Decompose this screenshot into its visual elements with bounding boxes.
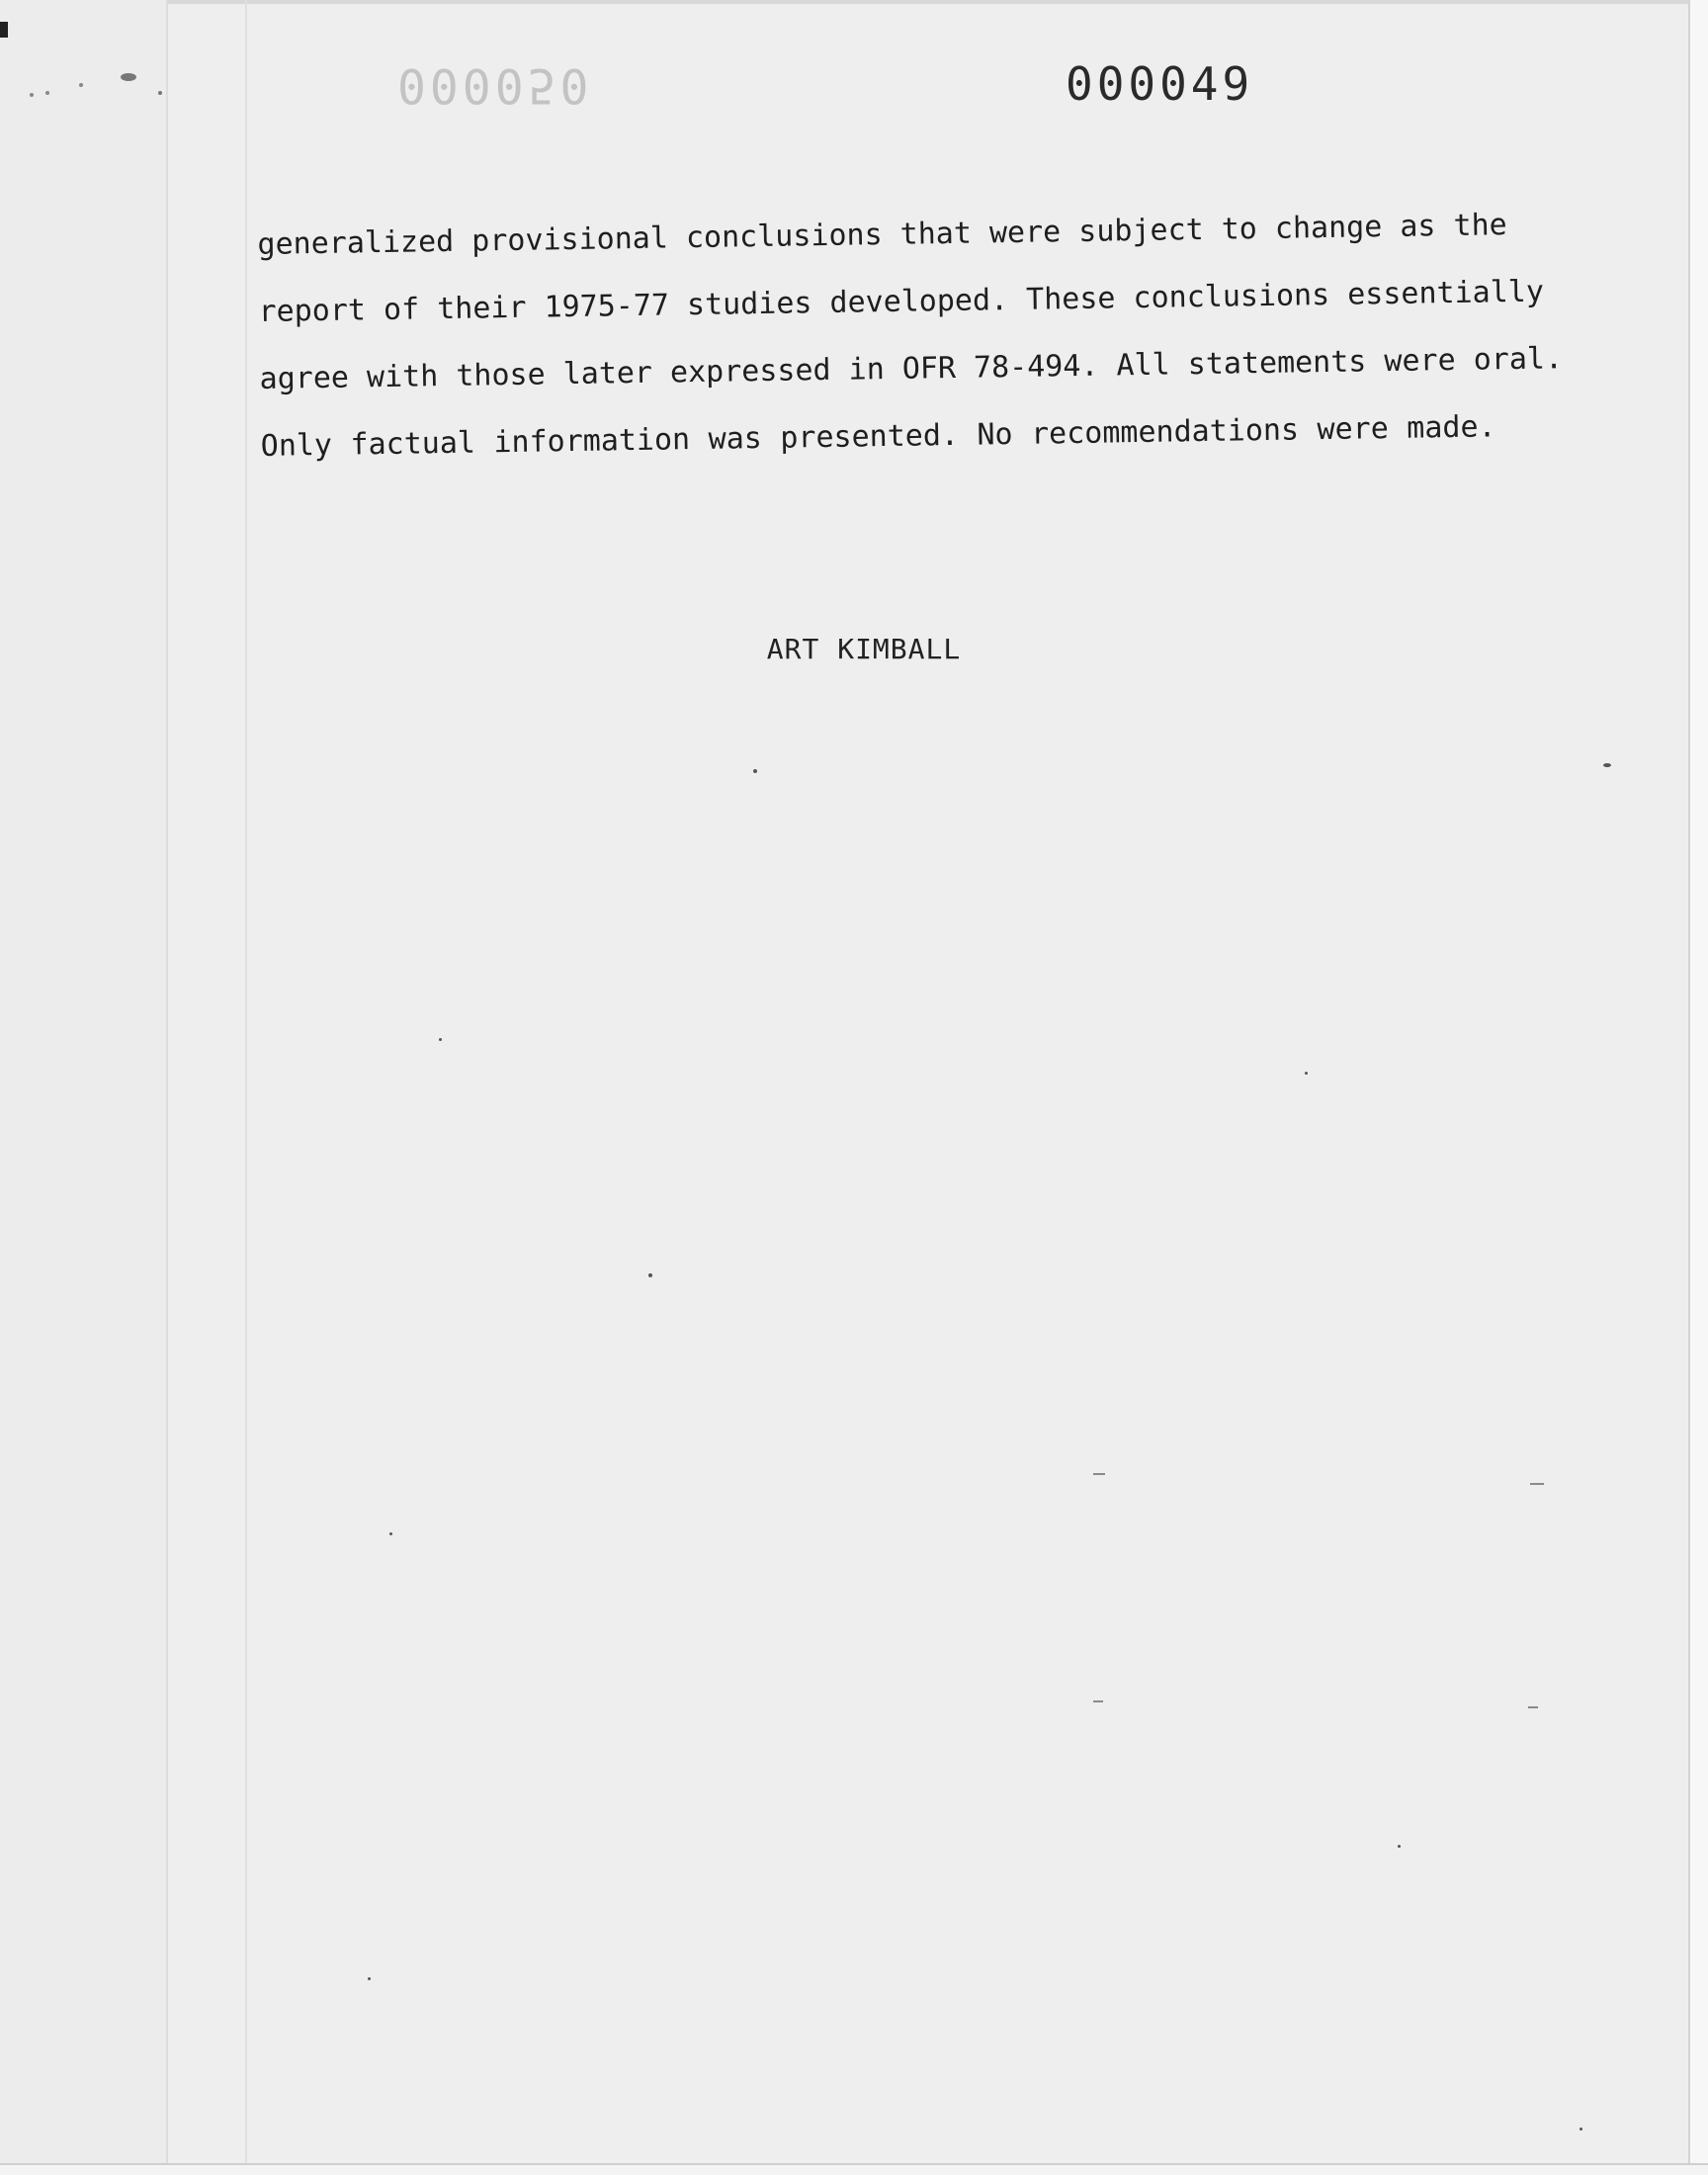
smudge-dot xyxy=(79,83,83,87)
smudge-dot xyxy=(45,91,49,95)
body-line: generalized provisional conclusions that were subject to change as the xyxy=(257,208,1507,262)
speck xyxy=(389,1532,392,1535)
margin-line xyxy=(166,0,168,2175)
ink-smudge-marks xyxy=(20,59,168,109)
speck-dash xyxy=(1528,1706,1538,1708)
bottom-scan-edge xyxy=(0,2163,1708,2175)
speck-dash xyxy=(1530,1483,1544,1485)
speck xyxy=(439,1038,442,1041)
faint-page-stamp: 000050 xyxy=(397,57,593,113)
top-scan-edge xyxy=(0,0,1708,4)
speck xyxy=(1603,763,1611,767)
speck xyxy=(1398,1845,1401,1848)
smudge-dot xyxy=(121,73,136,81)
speck-dash xyxy=(1093,1473,1105,1475)
body-paragraph xyxy=(257,192,1564,480)
right-scan-edge xyxy=(1688,0,1708,2175)
speck xyxy=(753,769,757,773)
speck xyxy=(368,1977,371,1980)
speck xyxy=(1305,1072,1308,1075)
speck-dash xyxy=(1093,1700,1103,1702)
margin-line xyxy=(245,0,247,2175)
body-line: Only factual information was presented. No recommendations were made. xyxy=(260,409,1496,464)
body-line: report of their 1975-77 studies developed. These conclusions essentially xyxy=(258,274,1545,329)
smudge-dot xyxy=(30,93,34,97)
corner-scan-mark xyxy=(0,22,8,38)
speck xyxy=(648,1273,652,1277)
body-line: agree with those later expressed in OFR 78-494. All statements were oral. xyxy=(259,341,1564,396)
page-stamp-number: 000049 xyxy=(1066,57,1254,111)
smudge-dot xyxy=(158,91,162,95)
speck xyxy=(1580,2128,1582,2131)
left-margin-strip xyxy=(0,0,166,2175)
signature-name: ART KIMBALL xyxy=(766,633,962,665)
